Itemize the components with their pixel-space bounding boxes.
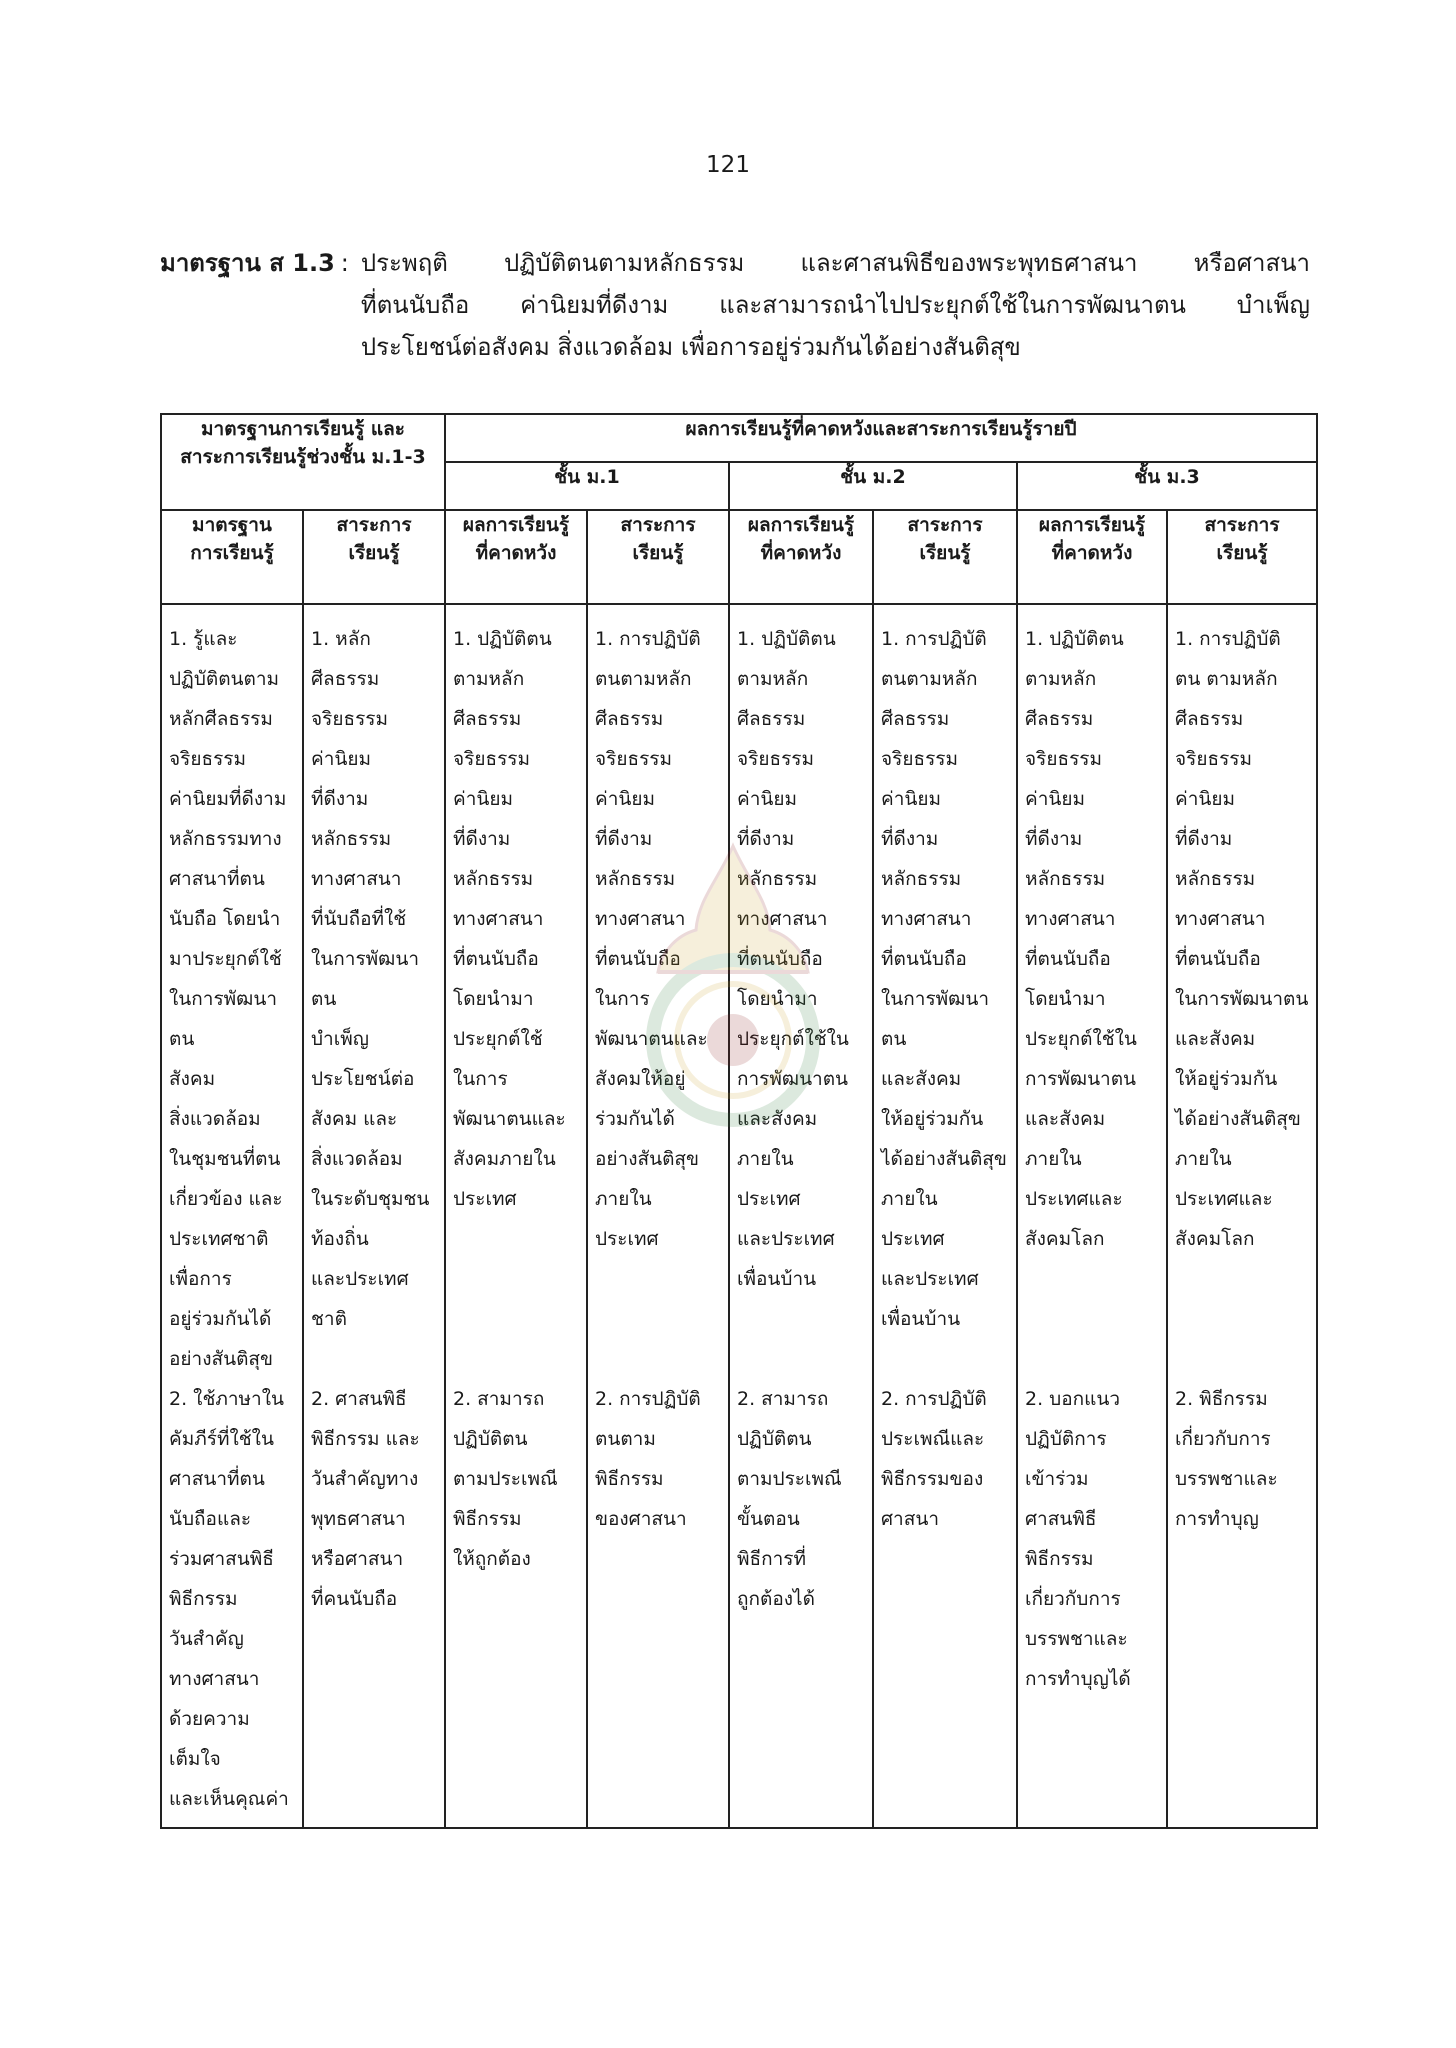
table-cell: 1. การปฏิบัติ ตนตามหลัก ศีลธรรม จริยธรรม ค่านิยม ที่ดีงาม หลักธรรม ทางศาสนา ที่ตนนับถือ ในการพัฒนาตน และสังคม ให้อยู่ร่วมกัน ได้อย่างสันติสุข ภายใน ประเทศ และประเทศ เพื่อนบ้าน xyxy=(873,604,1017,1379)
column-header: ผลการเรียนรู้ ที่คาดหวัง xyxy=(445,510,587,604)
header-left-group: มาตรฐานการเรียนรู้ และ สาระการเรียนรู้ช่วงชั้น ม.1-3 xyxy=(161,414,445,510)
table-cell: 1. การปฏิบัติ ตน ตามหลัก ศีลธรรม จริยธรรม ค่านิยม ที่ดีงาม หลักธรรม ทางศาสนา ที่ตนนับถือ ในการพัฒนาตน และสังคม ให้อยู่ร่วมกัน ได้อย่างสันติสุข ภายใน ประเทศและ สังคมโลก xyxy=(1167,604,1317,1379)
table-cell: 2. สามารถ ปฏิบัติตน ตามประเพณี พิธีกรรม ให้ถูกต้อง xyxy=(445,1379,587,1828)
column-header: สาระการ เรียนรู้ xyxy=(587,510,729,604)
curriculum-table xyxy=(160,413,1318,1829)
header-grade-m2: ชั้น ม.2 xyxy=(729,462,1017,510)
standard-heading xyxy=(160,242,1310,368)
standard-line-3: ประโยชน์ต่อสังคม สิ่งแวดล้อม เพื่อการอยู่ร่วมกันได้อย่างสันติสุข xyxy=(360,333,1021,361)
standard-line-1: ประพฤติ ปฏิบัติตนตามหลักธรรม และศาสนพิธีของพระพุทธศาสนา หรือศาสนา xyxy=(360,249,1310,277)
column-header: สาระการ เรียนรู้ xyxy=(873,510,1017,604)
table-cell: 2. การปฏิบัติ ตนตาม พิธีกรรม ของศาสนา xyxy=(587,1379,729,1828)
table-row xyxy=(161,604,1317,1379)
standard-separator: : xyxy=(340,249,349,277)
table-cell: 1. รู้และ ปฏิบัติตนตาม หลักศีลธรรม จริยธรรม ค่านิยมที่ดีงาม หลักธรรมทาง ศาสนาที่ตน นับถือ โดยนำ มาประยุกต์ใช้ ในการพัฒนาตน สังคม สิ่งแวดล้อม ในชุมชนที่ตน เกี่ยวข้อง และ ประเทศชาติ เพื่อการ อยู่ร่วมกันได้ อย่างสันติสุข xyxy=(161,604,303,1379)
column-header: สาระการ เรียนรู้ xyxy=(303,510,445,604)
table-cell: 2. พิธีกรรม เกี่ยวกับการ บรรพชาและ การทำบุญ xyxy=(1167,1379,1317,1828)
standard-description xyxy=(361,242,1310,368)
table-cell: 2. ศาสนพิธี พิธีกรรม และ วันสำคัญทาง พุทธศาสนา หรือศาสนา ที่คนนับถือ xyxy=(303,1379,445,1828)
standard-code: มาตรฐาน ส 1.3 xyxy=(160,249,335,277)
table-cell: 1. ปฏิบัติตน ตามหลัก ศีลธรรม จริยธรรม ค่านิยม ที่ดีงาม หลักธรรม ทางศาสนา ที่ตนนับถือ โดยนำมา ประยุกต์ใช้ใน การพัฒนาตน และสังคม ภายใน ประเทศ และประเทศ เพื่อนบ้าน xyxy=(729,604,873,1379)
page-number: 121 xyxy=(706,152,750,178)
column-header: ผลการเรียนรู้ ที่คาดหวัง xyxy=(1017,510,1167,604)
column-header: สาระการ เรียนรู้ xyxy=(1167,510,1317,604)
column-header: ผลการเรียนรู้ ที่คาดหวัง xyxy=(729,510,873,604)
table-cell: 1. หลัก ศีลธรรม จริยธรรม ค่านิยม ที่ดีงาม หลักธรรม ทางศาสนา ที่นับถือที่ใช้ ในการพัฒนาตน บำเพ็ญ ประโยชน์ต่อ สังคม และ สิ่งแวดล้อม ในระดับชุมชน ท้องถิ่น และประเทศชาติ xyxy=(303,604,445,1379)
table-cell: 1. ปฏิบัติตน ตามหลัก ศีลธรรม จริยธรรม ค่านิยม ที่ดีงาม หลักธรรม ทางศาสนา ที่ตนนับถือ โดยนำมา ประยุกต์ใช้ ในการ พัฒนาตนและ สังคมภายใน ประเทศ xyxy=(445,604,587,1379)
header-grade-m3: ชั้น ม.3 xyxy=(1017,462,1317,510)
table-cell: 2. บอกแนว ปฏิบัติการ เข้าร่วม ศาสนพิธี พิธีกรรม เกี่ยวกับการ บรรพชาและ การทำบุญได้ xyxy=(1017,1379,1167,1828)
header-grade-m1: ชั้น ม.1 xyxy=(445,462,729,510)
table-cell: 2. ใช้ภาษาใน คัมภีร์ที่ใช้ใน ศาสนาที่ตน นับถือและ ร่วมศาสนพิธี พิธีกรรม วันสำคัญ ทางศาสนา ด้วยความเต็มใจ และเห็นคุณค่า xyxy=(161,1379,303,1828)
table-row xyxy=(161,1379,1317,1828)
header-right-group: ผลการเรียนรู้ที่คาดหวังและสาระการเรียนรู้รายปี xyxy=(445,414,1317,462)
table-cell: 1. ปฏิบัติตน ตามหลัก ศีลธรรม จริยธรรม ค่านิยม ที่ดีงาม หลักธรรม ทางศาสนา ที่ตนนับถือ โดยนำมา ประยุกต์ใช้ใน การพัฒนาตน และสังคม ภายใน ประเทศและ สังคมโลก xyxy=(1017,604,1167,1379)
column-header: มาตรฐาน การเรียนรู้ xyxy=(161,510,303,604)
table-cell: 2. การปฏิบัติ ประเพณีและ พิธีกรรมของ ศาสนา xyxy=(873,1379,1017,1828)
table-cell: 2. สามารถ ปฏิบัติตน ตามประเพณี ขั้นตอน พิธีการที่ ถูกต้องได้ xyxy=(729,1379,873,1828)
table-cell: 1. การปฏิบัติ ตนตามหลัก ศีลธรรม จริยธรรม ค่านิยม ที่ดีงาม หลักธรรม ทางศาสนา ที่ตนนับถือ ในการ พัฒนาตนและ สังคมให้อยู่ ร่วมกันได้ อย่างสันติสุข ภายใน ประเทศ xyxy=(587,604,729,1379)
standard-line-2: ที่ตนนับถือ ค่านิยมที่ดีงาม และสามารถนำไปประยุกต์ใช้ในการพัฒนาตน บำเพ็ญ xyxy=(360,291,1310,319)
